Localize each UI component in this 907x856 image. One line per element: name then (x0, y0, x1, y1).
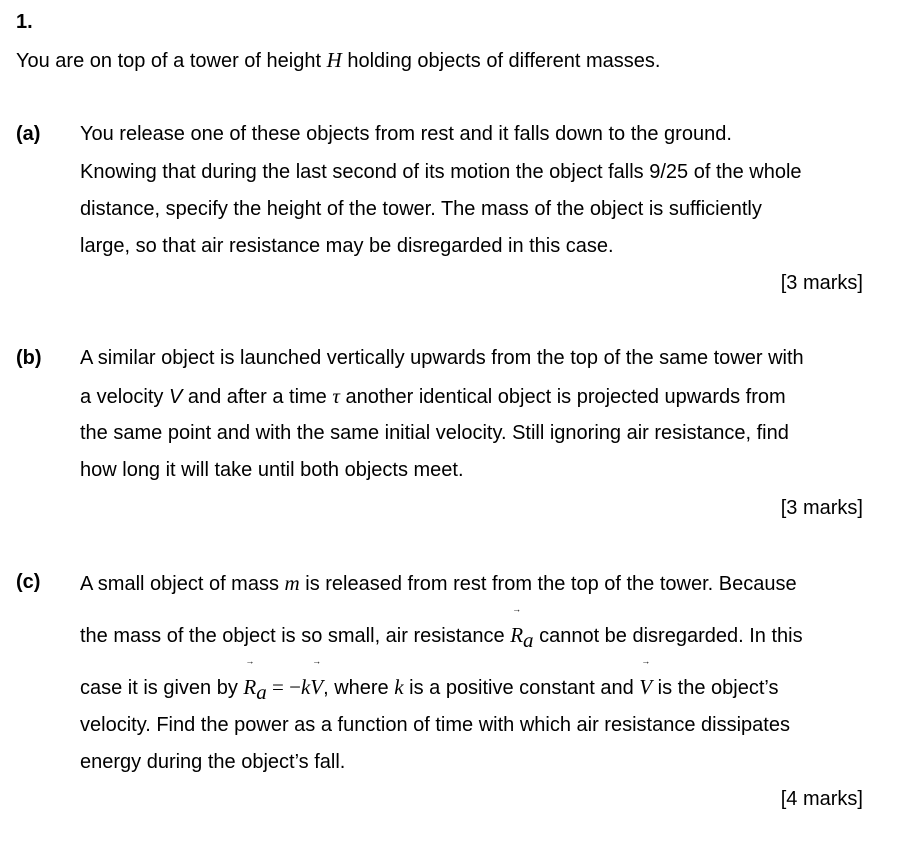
part-c-text: is a positive constant and (403, 677, 640, 699)
part-c-marks: [4 marks] (780, 788, 863, 810)
part-b-text: and after a time (182, 386, 333, 408)
part-c-text: A small object of mass (80, 573, 285, 595)
equation-operator: = − (266, 675, 301, 699)
part-b-text: another identical object is projected upwards from (339, 386, 786, 408)
part-c-line (80, 656, 779, 705)
part-c-text: case it is given by (80, 677, 244, 699)
constant-variable: k (300, 675, 311, 699)
subscript: a (256, 680, 267, 704)
part-c-text: is the object’s (652, 677, 779, 699)
part-b-line: the same point and with the same initial velocity. Still ignoring air resistance, find (80, 422, 789, 444)
tower-height-variable: H (326, 48, 342, 72)
part-b-line (80, 384, 786, 409)
part-b-label: (b) (16, 347, 42, 369)
vector-arrow-icon: → (312, 656, 322, 666)
part-b-text: a velocity (80, 386, 169, 408)
vector-symbol: V (639, 675, 653, 699)
part-c-line: velocity. Find the power as a function of time with which air resistance dissipates (80, 714, 790, 736)
part-a-line: Knowing that during the last second of its motion the object falls 9/25 of the whole (80, 161, 802, 183)
vector-symbol: R (510, 623, 524, 647)
vector-arrow-icon: → (245, 656, 255, 666)
question-number: 1. (16, 11, 33, 33)
part-a-label: (a) (16, 123, 41, 145)
velocity-variable: V (168, 386, 183, 408)
part-c-line (80, 604, 803, 653)
subscript: a (523, 628, 534, 652)
air-resistance-vector (510, 604, 524, 648)
part-a-line: large, so that air resistance may be disregarded in this case. (80, 235, 614, 257)
vector-symbol: V (310, 675, 324, 699)
question-intro (16, 48, 660, 73)
part-b-marks: [3 marks] (780, 497, 863, 519)
part-c-label: (c) (16, 571, 41, 593)
air-resistance-vector (243, 656, 257, 700)
part-c-text: cannot be disregarded. In this (533, 625, 803, 647)
part-a-line: You release one of these objects from rest and it falls down to the ground. (80, 123, 732, 145)
part-b-line: A similar object is launched vertically upwards from the top of the same tower with (80, 347, 804, 369)
velocity-vector (639, 656, 653, 700)
vector-arrow-icon: → (512, 604, 522, 614)
part-c-line: energy during the object’s fall. (80, 751, 346, 773)
intro-text-after: holding objects of different masses. (341, 50, 661, 72)
vector-symbol: R (243, 675, 257, 699)
tau-variable: τ (332, 384, 340, 408)
part-a-marks: [3 marks] (780, 272, 863, 294)
mass-variable: m (284, 571, 300, 595)
vector-arrow-icon: → (641, 656, 651, 666)
part-a-line: distance, specify the height of the tower. The mass of the object is sufficiently (80, 198, 762, 220)
part-c-text: the mass of the object is so small, air resistance (80, 625, 511, 647)
part-c-line (80, 571, 797, 596)
constant-variable: k (394, 675, 404, 699)
part-c-text: is released from rest from the top of the tower. Because (299, 573, 797, 595)
part-b-line: how long it will take until both objects meet. (80, 459, 464, 481)
velocity-vector (310, 656, 324, 700)
part-c-text: , where (323, 677, 395, 699)
intro-text-before: You are on top of a tower of height (16, 50, 327, 72)
